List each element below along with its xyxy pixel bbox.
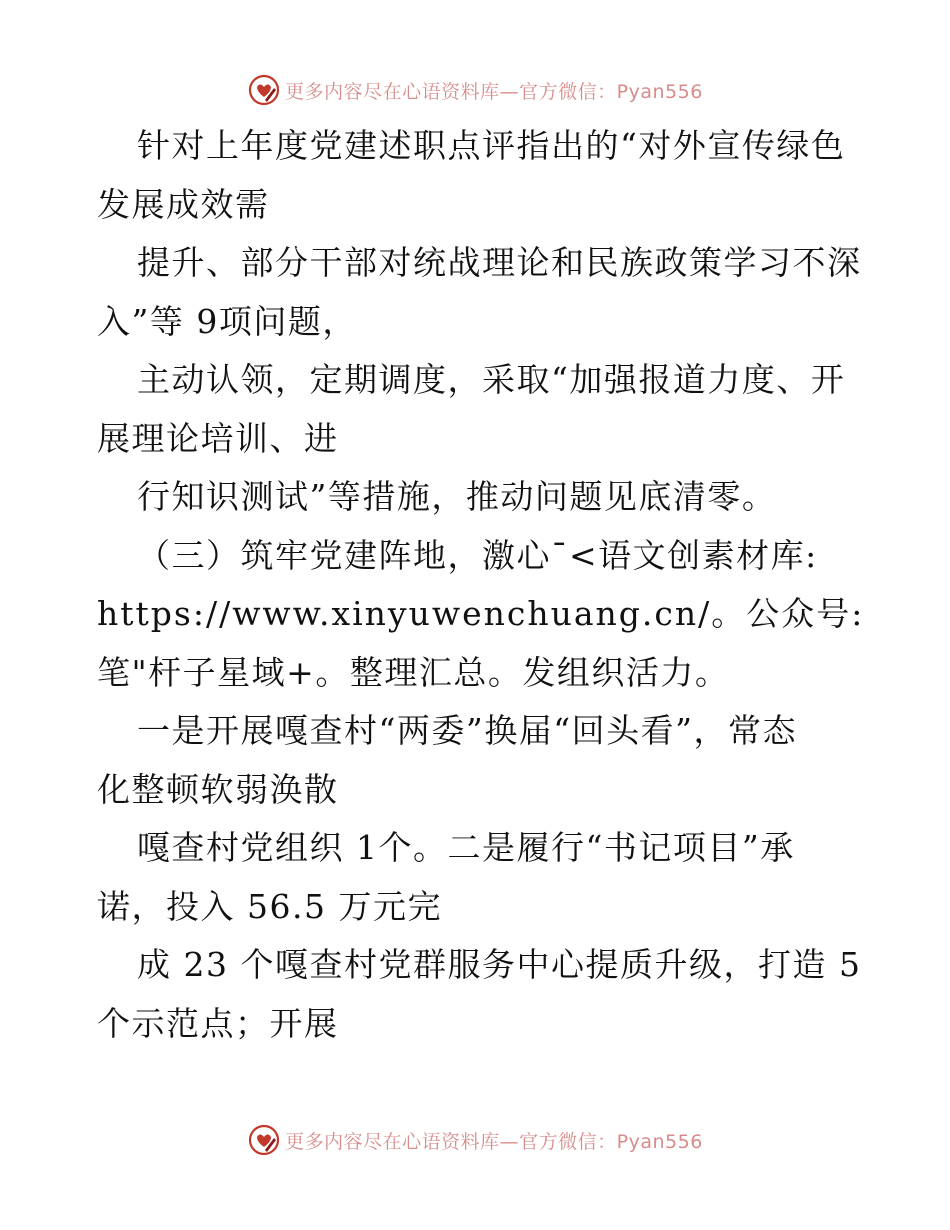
body-line: （三）筑牢党建阵地，激心¯<语文创素材库: bbox=[137, 535, 818, 575]
body-line: 提升、部分干部对统战理论和民族政策学习不深 bbox=[137, 243, 862, 282]
body-line: 成 23 个嘎查村党群服务中心提质升级，打造 5 bbox=[137, 945, 862, 984]
body-line: 主动认领，定期调度，采取“加强报道力度、开 bbox=[137, 360, 846, 399]
footer-banner-text: 更多内容尽在心语资料库—官方微信：Pyan556 bbox=[285, 1130, 703, 1153]
heart-pen-logo-icon bbox=[247, 73, 281, 107]
body-line: 一是开展嘎查村“两委”换届“回头看”，常态 bbox=[137, 711, 797, 750]
body-line: https://www.xinyuwenchuang.cn/。公众号: bbox=[97, 594, 865, 633]
body-line: 发展成效需 bbox=[97, 184, 270, 224]
body-line: 展理论培训、进 bbox=[97, 418, 339, 458]
document-body bbox=[97, 117, 887, 1053]
body-line: 行知识测试”等措施，推动问题见底清零。 bbox=[137, 477, 777, 516]
header-banner-text: 更多内容尽在心语资料库—官方微信：Pyan556 bbox=[285, 80, 703, 103]
body-line: 化整顿软弱涣散 bbox=[97, 769, 339, 809]
body-line: 诺，投入 56.5 万元完 bbox=[97, 886, 442, 926]
header-banner bbox=[0, 70, 950, 110]
heart-pen-logo-icon bbox=[247, 1123, 281, 1157]
body-line: 笔"杆子星域+。整理汇总。发组织活力。 bbox=[97, 652, 730, 692]
body-line: 入”等 9项问题， bbox=[97, 301, 357, 341]
body-line: 针对上年度党建述职点评指出的“对外宣传绿色 bbox=[137, 126, 846, 165]
footer-banner bbox=[0, 1120, 950, 1160]
body-line: 嘎查村党组织 1个。二是履行“书记项目”承 bbox=[137, 828, 795, 867]
body-line: 个示范点；开展 bbox=[97, 1003, 339, 1043]
